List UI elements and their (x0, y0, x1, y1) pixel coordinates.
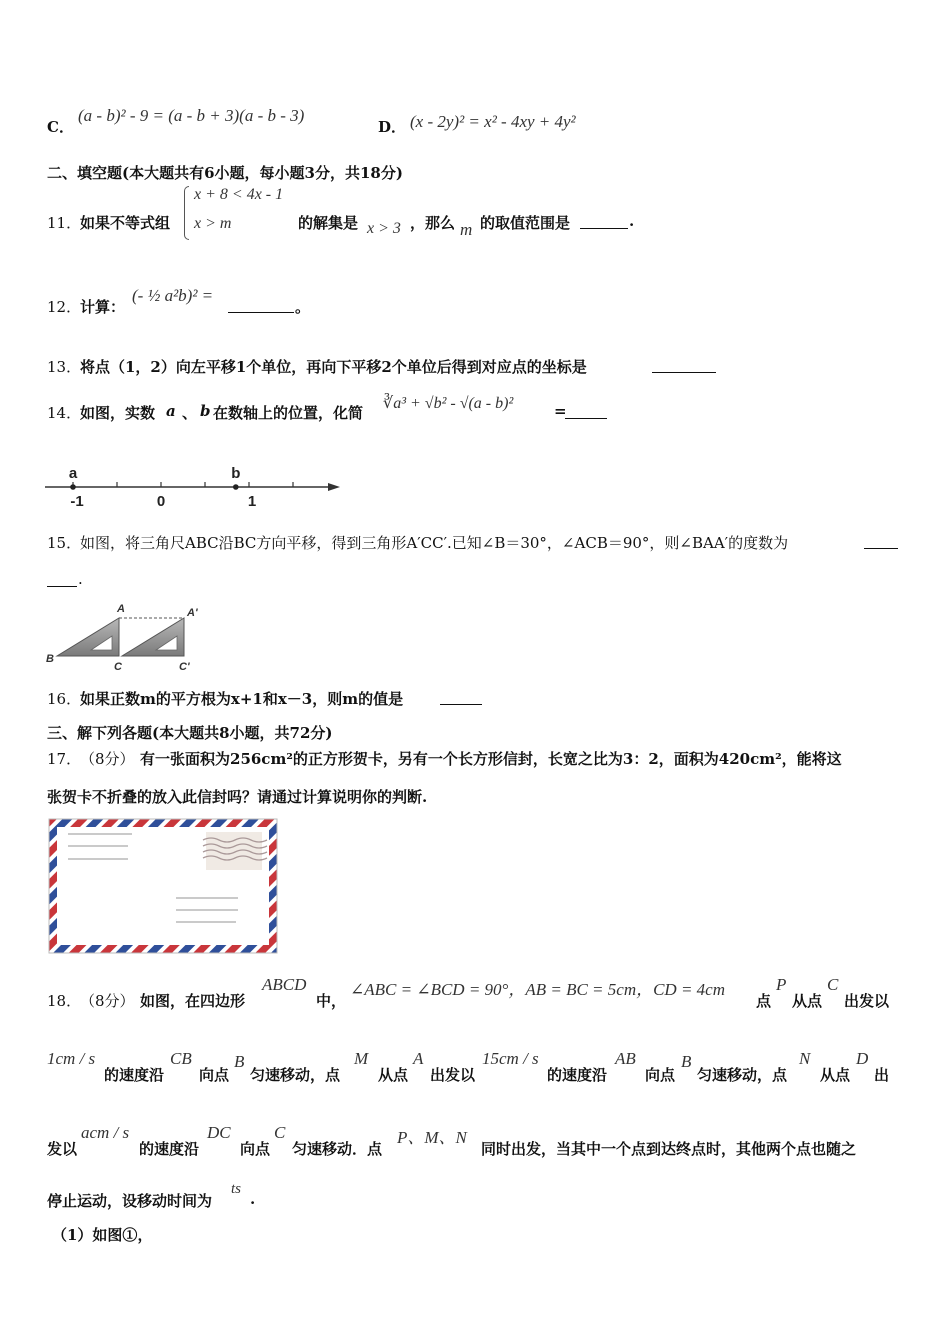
option-d-expression: (x - 2y)² = x² - 4xy + 4y² (410, 112, 576, 131)
label-a: A (117, 603, 125, 615)
label-b: B (46, 653, 54, 665)
q11-variable-m: m (460, 220, 473, 239)
q18-text: 向点 (645, 1066, 676, 1084)
q18-math: ABCD (262, 975, 307, 994)
q12-prefix: 计算： (80, 298, 126, 316)
q14-text-a: 如图，实数 (80, 404, 156, 422)
label-c-prime: C' (179, 661, 190, 673)
q11-system-line2: x > m (194, 215, 232, 232)
q18-math: N (799, 1049, 811, 1068)
q18-math: B (234, 1052, 245, 1071)
q11-solution: x > 3 (367, 220, 401, 237)
q18-text: 向点 (199, 1066, 230, 1084)
number-line-point-b (233, 484, 239, 490)
q17-score: （8分） (80, 750, 135, 768)
q11-after-text: ，那么 (410, 214, 456, 232)
q12-end: 。 (295, 298, 311, 316)
label-c: C (114, 661, 122, 673)
q11-number: 11． (47, 214, 82, 232)
q18-text: 点 (756, 992, 772, 1010)
section-heading-fill-blank: 二、填空题(本大题共有6小题，每小题3分，共18分) (47, 164, 403, 182)
q18-text: 的速度沿 (104, 1066, 165, 1084)
q15-triangle-figure (42, 598, 212, 674)
q18-text: 停止运动，设移动时间为 (47, 1192, 213, 1210)
q18-subquestion-1: （1）如图①， (52, 1226, 153, 1244)
q18-math: P、M、N (397, 1128, 467, 1147)
q18-text: 中， (316, 992, 347, 1010)
q11-mid-text: 的解集是 (298, 214, 359, 232)
q15-answer-blank-line2 (47, 570, 77, 591)
q16-answer-blank (440, 688, 482, 709)
q18-math: AB (615, 1049, 636, 1068)
number-line-tick-label: 1 (247, 493, 257, 510)
q18-text: 匀速移动．点 (292, 1140, 383, 1158)
q14-answer-blank (565, 402, 607, 423)
q13-number: 13． (47, 358, 82, 376)
q18-text: 发以 (47, 1140, 78, 1158)
q15-end: . (78, 570, 83, 588)
q14-equals: = (554, 402, 567, 420)
q18-text: 从点 (378, 1066, 409, 1084)
q14-text-b: 在数轴上的位置，化简 (213, 404, 364, 422)
q14-number: 14． (47, 404, 82, 422)
q18-math: CB (170, 1049, 192, 1068)
number-line-label-a: a (68, 465, 78, 482)
q17-number: 17． (47, 750, 82, 768)
q18-math: M (354, 1049, 369, 1068)
number-line-tick-label: -1 (70, 493, 84, 510)
q18-number: 18． (47, 992, 82, 1010)
q11-end: . (629, 212, 635, 230)
q18-text: 从点 (792, 992, 823, 1010)
q17-line1: 有一张面积为256cm²的正方形贺卡，另有一个长方形信封，长宽之比为3：2，面积为420cm²，能将这 (140, 750, 842, 768)
q16-text: 如果正数m的平方根为x+1和x－3，则m的值是 (80, 690, 404, 708)
q14-separator: 、 (182, 404, 198, 422)
q18-text: 向点 (240, 1140, 271, 1158)
number-line-point-a (70, 484, 76, 490)
q18-math: A (413, 1049, 424, 1068)
q18-math: acm / s (81, 1123, 130, 1142)
q18-math: P (776, 975, 787, 994)
q18-text: 匀速移动，点 (250, 1066, 341, 1084)
q11-system-brace (184, 186, 189, 240)
q15-text: 如图，将三角尺ABC沿BC方向平移，得到三角形A′CC′.已知∠B＝30°，∠ACB＝90°，则∠BAA′的度数为 (80, 534, 789, 552)
q12-expression: (- ½ a²b)² = (132, 286, 214, 305)
q14-expression: ∛a³ + √b² - √(a - b)² (383, 395, 514, 412)
q18-math: D (856, 1049, 869, 1068)
q11-suffix: 的取值范围是 (480, 214, 571, 232)
q18-math: C (827, 975, 839, 994)
q15-answer-blank-line1 (864, 532, 898, 553)
option-c-label: C． (47, 118, 74, 136)
number-line-arrow (328, 483, 340, 491)
postmark-icon (203, 832, 267, 870)
q18-math: B (681, 1052, 692, 1071)
q11-prefix: 如果不等式组 (80, 214, 171, 232)
number-line-tick-label: 0 (156, 493, 166, 510)
option-d-label: D． (378, 118, 407, 136)
q11-system-line1: x + 8 < 4x - 1 (194, 186, 284, 203)
option-c-expression: (a - b)² - 9 = (a - b + 3)(a - b - 3) (78, 106, 305, 125)
q17-line2: 张贺卡不折叠的放入此信封吗？请通过计算说明你的判断. (47, 788, 428, 806)
q12-number: 12． (47, 298, 82, 316)
q18-text: 如图，在四边形 (140, 992, 246, 1010)
q14-var-a: a (166, 402, 176, 420)
q18-math: DC (207, 1123, 231, 1142)
number-line-label-b: b (231, 465, 241, 482)
q11-answer-blank (580, 212, 628, 233)
section-heading-solve: 三、解下列各题(本大题共8小题，共72分) (47, 724, 333, 742)
q12-answer-blank (228, 296, 294, 317)
q18-text: 出 (874, 1066, 890, 1084)
q18-text: 的速度沿 (139, 1140, 200, 1158)
q15-number: 15． (47, 534, 82, 552)
q14-number-line (40, 460, 350, 512)
q18-conditions: ∠ABC = ∠BCD = 90°，AB = BC = 5cm，CD = 4cm (350, 980, 726, 999)
q18-math: 1cm / s (47, 1049, 96, 1068)
q18-text: 的速度沿 (547, 1066, 608, 1084)
q17-envelope-image (48, 818, 280, 956)
q18-math: ts (231, 1181, 242, 1197)
q18-math: C (274, 1123, 286, 1142)
q18-text: 匀速移动，点 (697, 1066, 788, 1084)
q18-text: . (250, 1190, 256, 1208)
q18-math: 15cm / s (482, 1049, 539, 1068)
q14-var-b: b (200, 402, 211, 420)
q13-answer-blank (652, 356, 716, 377)
q18-text: 同时出发，当其中一个点到达终点时，其他两个点也随之 (481, 1140, 857, 1158)
q16-number: 16． (47, 690, 82, 708)
q18-score: （8分） (80, 992, 135, 1010)
q18-text: 出发以 (844, 992, 890, 1010)
q18-text: 出发以 (430, 1066, 476, 1084)
label-a-prime: A' (187, 607, 198, 619)
q18-text: 从点 (820, 1066, 851, 1084)
q13-text: 将点（1，2）向左平移1个单位，再向下平移2个单位后得到对应点的坐标是 (80, 358, 587, 376)
